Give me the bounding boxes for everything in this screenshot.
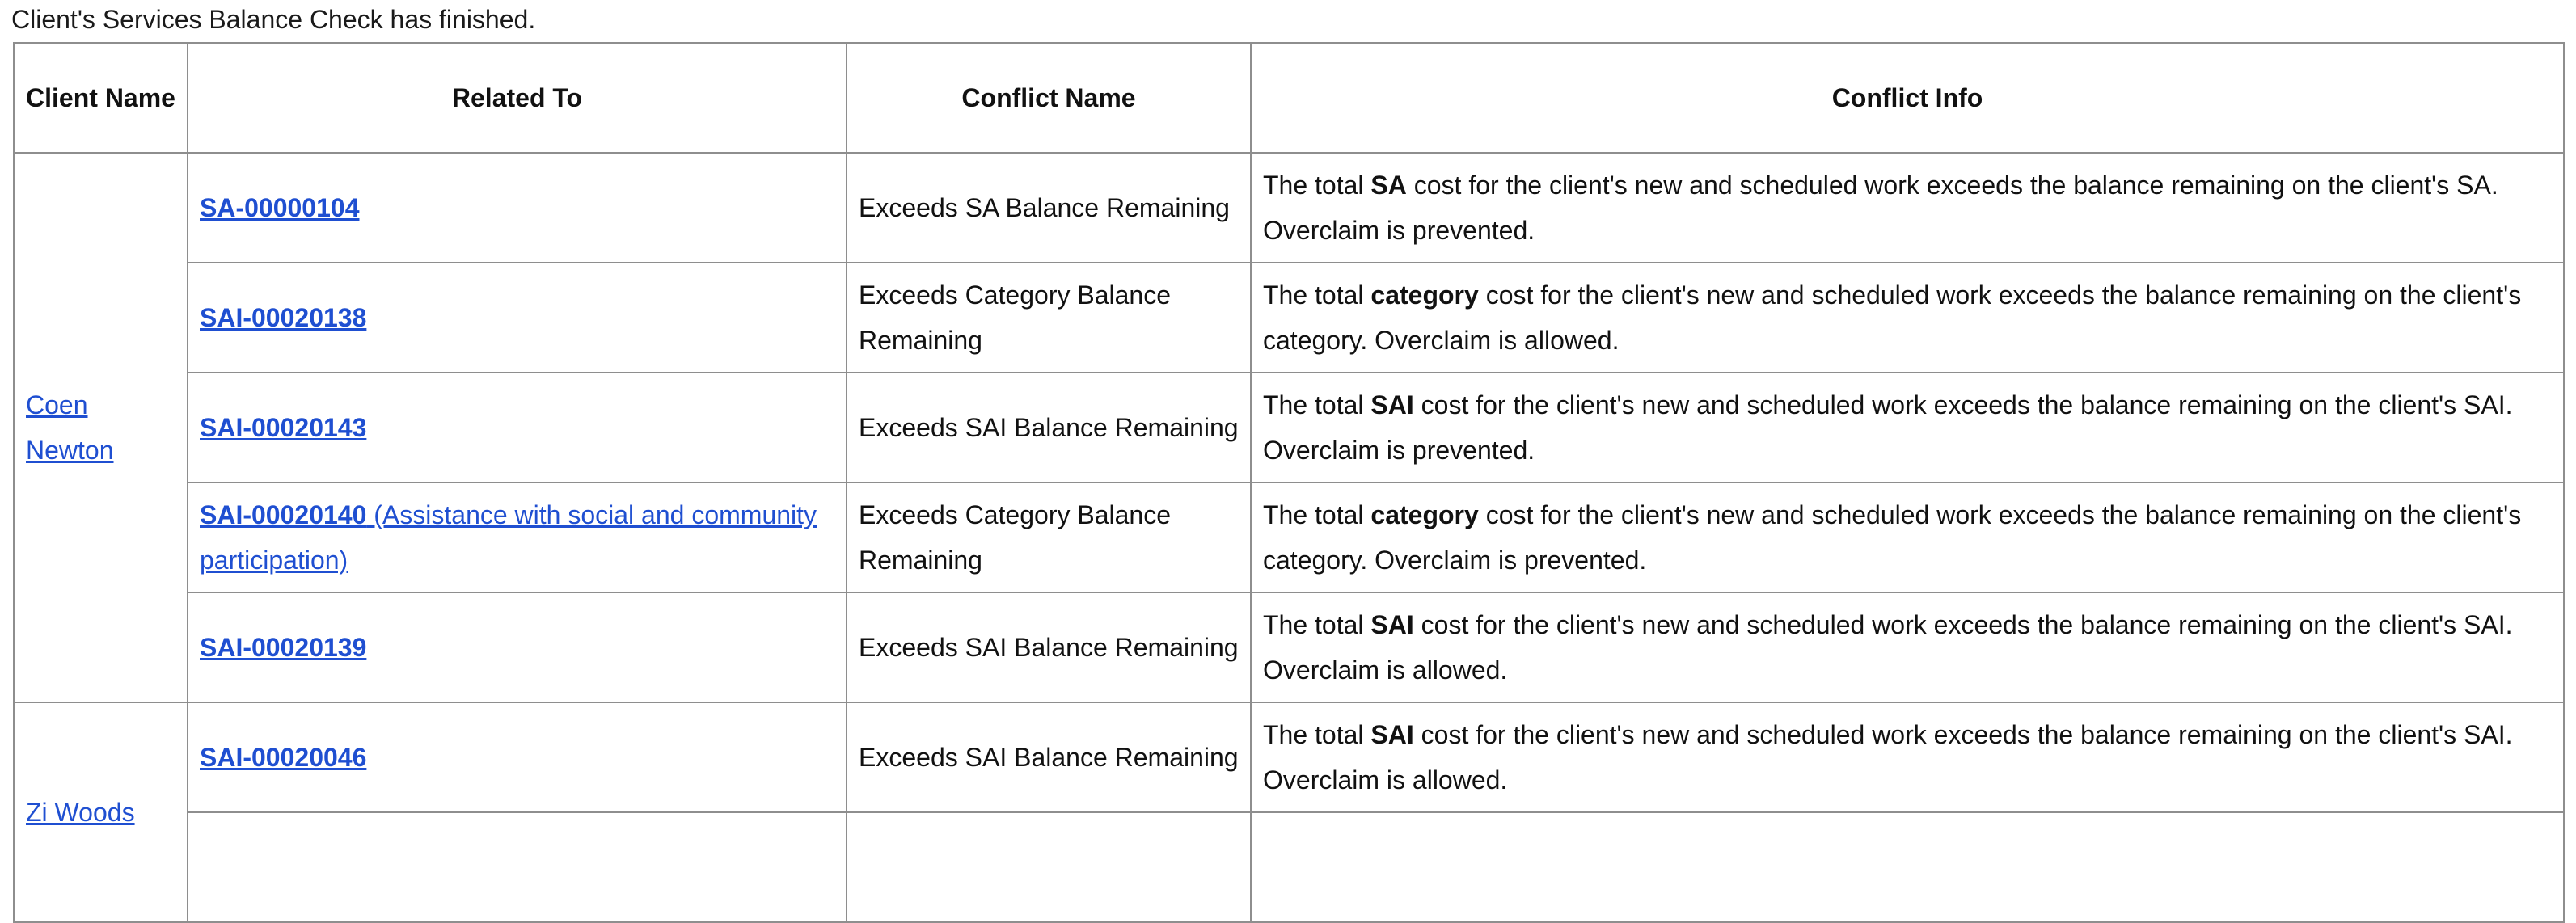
header-client-name: Client Name <box>14 43 188 153</box>
record-id: SA-00000104 <box>200 193 360 222</box>
status-message: Client's Services Balance Check has finished. <box>11 5 536 34</box>
related-to-cell <box>188 592 847 702</box>
related-to-cell <box>188 702 847 812</box>
conflict-name-cell: Exceeds Category Balance Remaining <box>847 263 1251 373</box>
client-link[interactable]: Zi Woods <box>26 798 135 827</box>
conflict-info-cell <box>1251 702 2564 812</box>
conflicts-table <box>13 42 2565 923</box>
record-id: SAI-00020140 <box>200 500 367 529</box>
table-row <box>14 263 2564 373</box>
record-id: SAI-00020138 <box>200 303 367 332</box>
client-name-cell <box>14 702 188 922</box>
conflict-info-text: cost for the client's new and scheduled work exceeds the balance remaining on the client's SA. Overclaim is prevented. <box>1263 171 2498 245</box>
conflict-info-cell <box>1251 812 2564 922</box>
conflict-info-emphasis: SAI <box>1370 390 1414 419</box>
record-link[interactable] <box>200 500 817 575</box>
table-row-partial <box>14 812 2564 922</box>
conflict-info-text: cost for the client's new and scheduled work exceeds the balance remaining on the client's SAI. Overclaim is prevented. <box>1263 390 2513 465</box>
table-row <box>14 483 2564 592</box>
conflict-name-cell: Exceeds SAI Balance Remaining <box>847 592 1251 702</box>
conflict-name-cell: Exceeds SAI Balance Remaining <box>847 373 1251 483</box>
conflict-info-cell <box>1251 483 2564 592</box>
conflict-name-cell: Exceeds SAI Balance Remaining <box>847 702 1251 812</box>
conflict-info-emphasis: SAI <box>1370 610 1414 639</box>
related-to-cell <box>188 812 847 922</box>
related-to-cell <box>188 263 847 373</box>
conflict-name-cell: Exceeds Category Balance Remaining <box>847 483 1251 592</box>
table-row <box>14 702 2564 812</box>
header-conflict-name: Conflict Name <box>847 43 1251 153</box>
conflict-info-text: The total <box>1263 720 1371 749</box>
table-row <box>14 153 2564 263</box>
conflict-info-text: The total <box>1263 280 1371 310</box>
table-header-row <box>14 43 2564 153</box>
table-row <box>14 592 2564 702</box>
conflict-info-emphasis: SAI <box>1370 720 1414 749</box>
conflict-info-text: cost for the client's new and scheduled work exceeds the balance remaining on the client's SAI. Overclaim is allowed. <box>1263 720 2513 794</box>
conflict-info-emphasis: SA <box>1370 171 1407 200</box>
related-to-cell <box>188 373 847 483</box>
table-row <box>14 373 2564 483</box>
conflict-name-cell <box>847 812 1251 922</box>
conflict-info-text: The total <box>1263 500 1371 529</box>
record-description: (Assistance with social and community participation) <box>200 500 817 575</box>
record-id: SAI-00020139 <box>200 633 367 662</box>
conflict-info-emphasis: category <box>1370 280 1479 310</box>
conflict-name-cell: Exceeds SA Balance Remaining <box>847 153 1251 263</box>
record-link[interactable] <box>200 413 366 442</box>
conflict-info-text: cost for the client's new and scheduled work exceeds the balance remaining on the client's category. Overclaim is prevented. <box>1263 500 2522 575</box>
conflict-info-text: cost for the client's new and scheduled work exceeds the balance remaining on the client's SAI. Overclaim is allowed. <box>1263 610 2513 685</box>
header-conflict-info: Conflict Info <box>1251 43 2564 153</box>
conflict-info-text: The total <box>1263 610 1371 639</box>
conflict-info-cell <box>1251 153 2564 263</box>
conflict-info-cell <box>1251 263 2564 373</box>
header-related-to: Related To <box>188 43 847 153</box>
conflict-info-cell <box>1251 592 2564 702</box>
record-link[interactable] <box>200 303 366 332</box>
conflict-info-text: The total <box>1263 390 1371 419</box>
client-link[interactable]: Coen Newton <box>26 390 114 465</box>
record-id: SAI-00020143 <box>200 413 367 442</box>
record-link[interactable] <box>200 743 366 772</box>
record-id: SAI-00020046 <box>200 743 367 772</box>
client-name-cell <box>14 153 188 702</box>
record-link[interactable] <box>200 193 359 222</box>
conflict-info-text: cost for the client's new and scheduled work exceeds the balance remaining on the client's category. Overclaim is allowed. <box>1263 280 2522 355</box>
conflict-info-cell <box>1251 373 2564 483</box>
related-to-cell <box>188 153 847 263</box>
conflict-info-emphasis: category <box>1370 500 1479 529</box>
related-to-cell <box>188 483 847 592</box>
conflict-info-text: The total <box>1263 171 1371 200</box>
record-link[interactable] <box>200 633 366 662</box>
